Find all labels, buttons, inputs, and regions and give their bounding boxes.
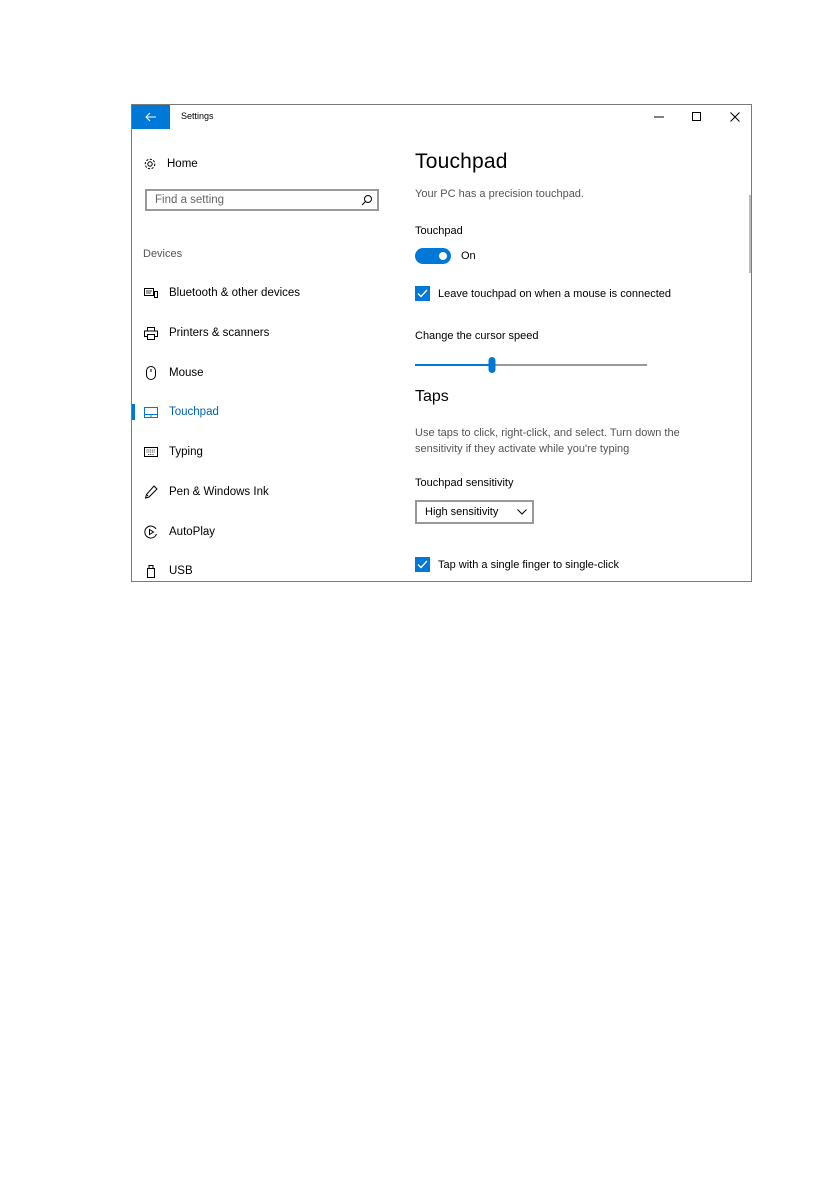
- window-title: Settings: [181, 111, 214, 121]
- chevron-down-icon: [512, 509, 532, 515]
- touchpad-toggle[interactable]: [415, 248, 451, 264]
- maximize-icon: [692, 112, 702, 122]
- gear-icon: [143, 157, 157, 171]
- close-icon: [730, 112, 740, 122]
- minimize-icon: [654, 112, 664, 122]
- usb-icon: [143, 563, 159, 579]
- taps-description: Use taps to click, right-click, and select. Turn down the sensitivity if they activate while you're typing: [415, 427, 680, 455]
- back-arrow-icon: [145, 112, 157, 122]
- sidebar-item-autoplay[interactable]: [132, 520, 396, 544]
- pen-icon: [143, 484, 159, 500]
- sidebar-item-pen[interactable]: [132, 480, 396, 504]
- sidebar-item-printers[interactable]: [132, 321, 396, 345]
- sidebar-item-usb[interactable]: [132, 559, 396, 582]
- sidebar-item-mouse[interactable]: [132, 361, 396, 385]
- precision-touchpad-note: Your PC has a precision touchpad.: [415, 188, 584, 200]
- sensitivity-label: Touchpad sensitivity: [415, 477, 514, 489]
- page-title: Touchpad: [415, 150, 508, 173]
- sidebar-item-label: AutoPlay: [169, 526, 216, 538]
- checkmark-icon: [415, 557, 430, 572]
- search-icon[interactable]: [357, 194, 377, 206]
- toggle-state-text: On: [461, 250, 476, 262]
- mouse-icon: [143, 365, 159, 381]
- sensitivity-dropdown[interactable]: [415, 500, 534, 524]
- checkbox-label: Tap with a single finger to single-click: [438, 558, 619, 571]
- touchpad-icon: [143, 404, 159, 420]
- content-pane: [415, 129, 735, 581]
- cursor-speed-label: Change the cursor speed: [415, 330, 539, 342]
- slider-thumb[interactable]: [489, 357, 496, 373]
- sidebar-item-label: Touchpad: [169, 406, 219, 418]
- title-bar: [132, 105, 751, 129]
- sidebar: [132, 129, 396, 581]
- back-button[interactable]: [132, 105, 170, 129]
- dropdown-value: High sensitivity: [425, 506, 499, 518]
- bluetooth-devices-icon: [143, 285, 159, 301]
- keyboard-icon: [143, 444, 159, 460]
- sidebar-item-label: USB: [169, 565, 193, 577]
- checkbox-label: Leave touchpad on when a mouse is connected: [438, 287, 671, 300]
- sidebar-item-label: Pen & Windows Ink: [169, 486, 269, 498]
- sidebar-item-label: Bluetooth & other devices: [169, 287, 301, 299]
- search-input[interactable]: [147, 193, 357, 207]
- slider-fill: [415, 364, 492, 366]
- sidebar-item-label: Mouse: [169, 367, 204, 379]
- sidebar-home[interactable]: [143, 155, 198, 173]
- close-button[interactable]: [716, 105, 752, 129]
- toggle-knob: [439, 252, 447, 260]
- sidebar-item-bluetooth[interactable]: [132, 281, 396, 305]
- sidebar-item-label: Printers & scanners: [169, 327, 270, 339]
- autoplay-icon: [143, 524, 159, 540]
- single-tap-checkbox[interactable]: [415, 557, 619, 572]
- touchpad-toggle-label: Touchpad: [415, 225, 463, 237]
- checkmark-icon: [415, 286, 430, 301]
- settings-window: [131, 104, 752, 582]
- scrollbar[interactable]: [749, 195, 751, 273]
- search-box[interactable]: [145, 189, 379, 211]
- maximize-button[interactable]: [678, 105, 716, 129]
- sidebar-item-label: Typing: [169, 446, 203, 458]
- taps-section-title: Taps: [415, 388, 449, 405]
- printer-icon: [143, 325, 159, 341]
- home-label: Home: [167, 158, 198, 170]
- leave-touchpad-on-checkbox[interactable]: [415, 286, 671, 301]
- cursor-speed-slider[interactable]: [415, 357, 647, 373]
- sidebar-item-typing[interactable]: [132, 440, 396, 464]
- sidebar-item-touchpad[interactable]: [132, 400, 396, 424]
- devices-group-label: Devices: [143, 248, 183, 260]
- minimize-button[interactable]: [640, 105, 678, 129]
